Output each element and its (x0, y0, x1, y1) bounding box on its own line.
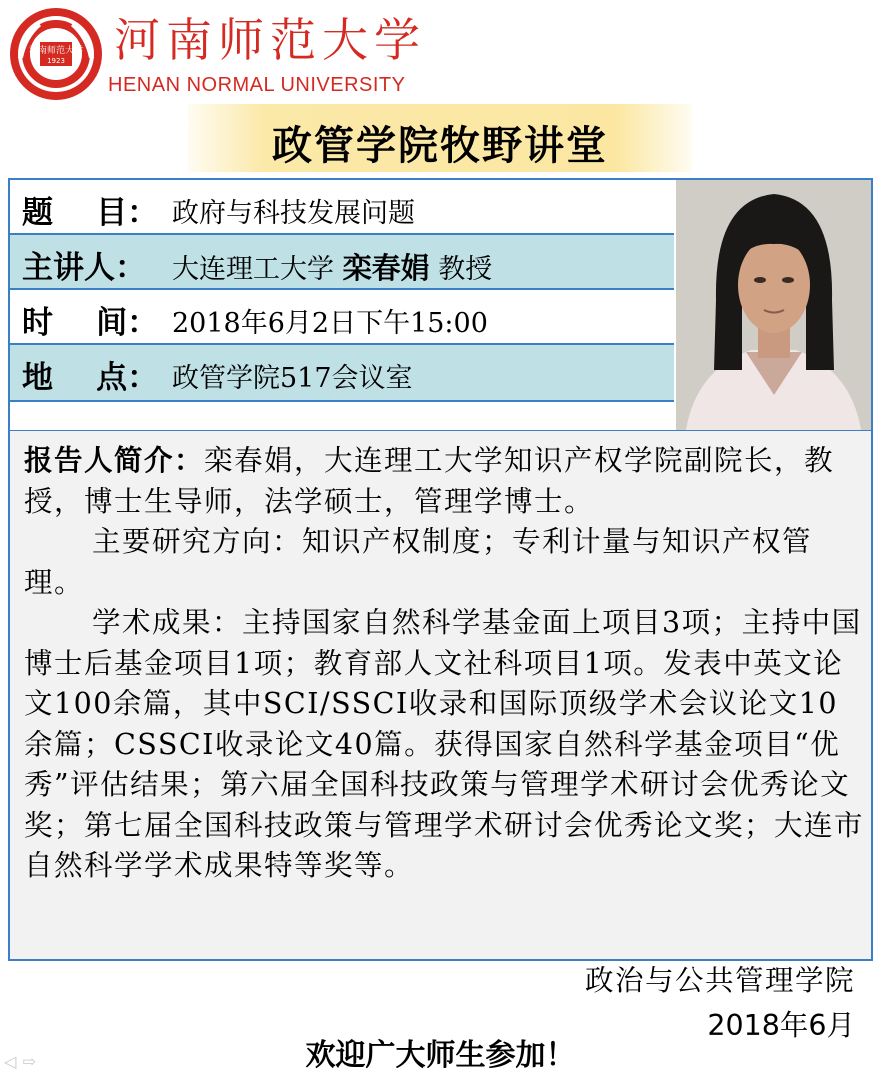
place-row (10, 345, 674, 402)
time-row (10, 290, 674, 345)
prev-slide-icon[interactable]: ◁ (4, 1052, 23, 1071)
time-label: 时 间： (22, 305, 159, 341)
place-value: 政管学院517会议室 (172, 363, 413, 394)
speaker-label: 主讲人： (22, 250, 146, 286)
speaker-bio (8, 431, 873, 961)
title-banner (188, 104, 692, 172)
organizer: 政治与公共管理学院 (584, 964, 855, 997)
bio-intro-paragraph (24, 441, 864, 522)
bio-intro: 栾春娟，大连理工大学知识产权学院副院长，教授，博士生导师，法学硕士，管理学博士。 (24, 444, 835, 518)
welcome-message: 欢迎广大师生参加！ (305, 1038, 576, 1073)
speaker-title: 教授 (429, 254, 493, 285)
bio-text (24, 441, 864, 887)
slide-nav (4, 1052, 42, 1071)
time-value: 2018年6月2日下午15:00 (172, 308, 488, 339)
bio-research: 主要研究方向：知识产权制度；专利计量与知识产权管理。 (24, 525, 813, 599)
publish-date: 2018年6月 (707, 1009, 855, 1042)
bio-heading: 报告人简介： (24, 444, 205, 477)
university-name-en: HENAN NORMAL UNIVERSITY (108, 74, 406, 96)
next-slide-icon[interactable]: ⇨ (22, 1052, 42, 1071)
speaker-value (172, 246, 492, 287)
seal-text: 河南师范大学 (28, 46, 84, 56)
topic-label: 题 目： (22, 195, 159, 231)
speaker-row (10, 235, 674, 290)
svg-text:1923: 1923 (47, 57, 65, 65)
university-name-cn: 河南师范大学 (114, 13, 426, 67)
topic-value: 政府与科技发展问题 (172, 198, 415, 229)
university-seal-icon (8, 6, 104, 102)
lecture-info-table (8, 178, 873, 432)
speaker-photo (676, 180, 871, 430)
topic-row (10, 180, 674, 235)
speaker-name: 栾春娟 (342, 251, 430, 285)
place-label: 地 点： (22, 360, 159, 396)
bio-achievements: 学术成果：主持国家自然科学基金面上项目3项；主持中国博士后基金项目1项；教育部人文社科项目1项。发表中英文论文100余篇，其中SCI/SSCI收录和国际顶级学术会议论文10余篇；CSSCI收录论文40篇。获得国家自然科学基金项目“优秀”评估结果；第六届全国科技政策与管理学术研讨会优秀论文奖；第七届全国科技政策与管理学术研讨会优秀论文奖；大连市自然科学学术成果特等奖等。 (24, 606, 865, 882)
page-title: 政管学院牧野讲堂 (272, 122, 608, 169)
speaker-org: 大连理工大学 (172, 254, 343, 285)
